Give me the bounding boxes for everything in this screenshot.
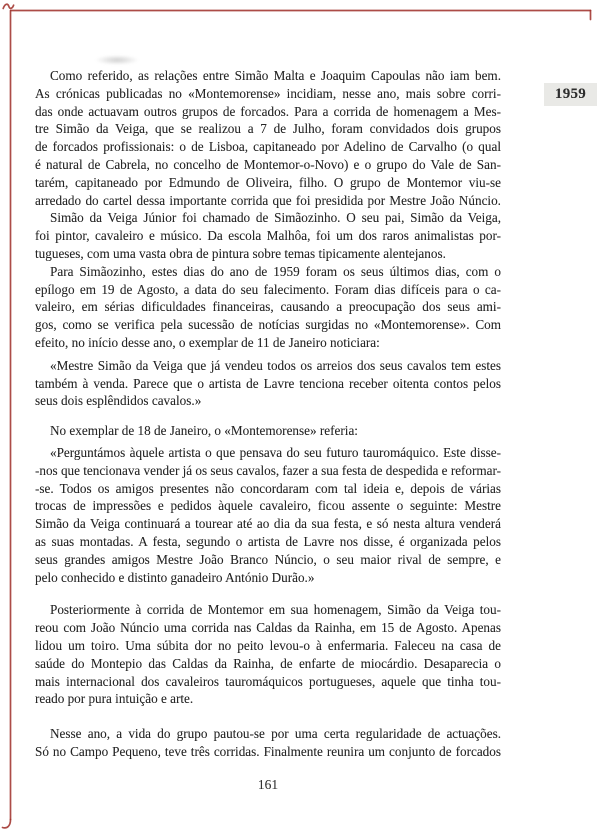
text-line: de forcados profissionais: o de Lisboa, capitaneado por Adelino de Carvalho (o qual bbox=[35, 139, 501, 155]
text-line: arredado do cartel dessa importante corrida que foi presidida por Mestre João Núncio. bbox=[35, 192, 501, 208]
text-line: -nos que tencionava vender já os seus cavalos, fazer a sua festa de despedida e reformar- bbox=[35, 462, 501, 478]
text-line: seus grandes amigos Mestre João Branco Núncio, o seu maior rival de sempre, e bbox=[35, 551, 501, 567]
text-line: pelo conhecido e distinto ganadeiro António Durão.» bbox=[35, 569, 315, 585]
paragraph bbox=[35, 601, 501, 708]
text-line: Nesse ano, a vida do grupo pautou-se por uma certa regularidade de actuações. bbox=[50, 726, 501, 742]
text-line: -se. Todos os amigos presentes não concordaram com tal ideia e, depois de várias bbox=[35, 480, 501, 496]
text-line: seus dois esplêndidos cavalos.» bbox=[35, 393, 202, 409]
paragraph bbox=[35, 357, 501, 410]
text-line: No exemplar de 18 de Janeiro, o «Montemorense» referia: bbox=[50, 423, 358, 439]
text-line: As crónicas publicadas no «Montemorense» incidiam, nesse ano, mais sobre corri- bbox=[35, 85, 501, 101]
paragraph bbox=[35, 725, 501, 761]
text-line: também à venda. Parece que o artista de Lavre tenciona receber oitenta contos pelos bbox=[35, 375, 501, 391]
text-line: reou com João Núncio uma corrida nas Caldas da Rainha, em 15 de Agosto. Apenas bbox=[35, 620, 502, 636]
text-line: é natural de Cabrela, no concelho de Montemor-o-Novo) e o grupo do Vale de San- bbox=[35, 156, 501, 172]
text-line: das onde actuavam outros grupos de forcados. Para a corrida de homenagem a Mes- bbox=[35, 103, 501, 119]
text-line: Para Simãozinho, estes dias do ano de 1959 foram os seus últimos dias, com o bbox=[50, 263, 501, 279]
text-line: Como referido, as relações entre Simão Malta e Joaquim Capoulas não iam bem. bbox=[50, 68, 501, 83]
text-line: Simão da Veiga Júnior foi chamado de Simãozinho. O seu pai, Simão da Veiga, bbox=[50, 210, 501, 226]
crop-mark-bottom-hook bbox=[3, 820, 11, 828]
page-number: 161 bbox=[257, 777, 279, 792]
text-line: Posteriormente à corrida de Montemor em sua homenagem, Simão da Veiga tou- bbox=[50, 602, 501, 618]
text-line: gos, como se verifica pela sucessão de notícias surgidas no «Montemorense». Com bbox=[35, 317, 501, 333]
text-line: tre Simão da Veiga, que se realizou a 7 de Julho, foram convidados dois grupos bbox=[35, 121, 501, 137]
crop-mark-corner-squiggle bbox=[3, 4, 13, 8]
scan-smudge bbox=[95, 55, 139, 65]
text-line: efeito, no início desse ano, o exemplar de 11 de Janeiro noticiara: bbox=[35, 334, 380, 350]
text-line: valeiro, em sérias dificuldades financeiras, causando a preocupação dos seus ami- bbox=[35, 299, 501, 315]
text-line: Só no Campo Pequeno, teve três corridas. Finalmente reunira um conjunto de forcados bbox=[35, 743, 501, 759]
paragraph bbox=[35, 444, 501, 586]
text-line: saúde do Montepio das Caldas da Rainha, de enfarte de miocárdio. Desaparecia o bbox=[35, 655, 501, 671]
text-line: trocas de impressões e pedidos àquele cavaleiro, ficou assente o seguinte: Mestre bbox=[35, 498, 501, 514]
text-line: tugueses, com uma vasta obra de pintura sobre temas tipicamente alentejanos. bbox=[35, 245, 446, 261]
text-line: Simão da Veiga continuará a tourear até ao dia da sua festa, e só nesta altura venderá bbox=[35, 516, 501, 532]
text-line: tarém, capitaneado por Edmundo de Oliveira, filho. O grupo de Montemor viu-se bbox=[35, 174, 501, 190]
paragraph bbox=[35, 209, 501, 262]
text-line: mais internacional dos cavaleiros tauromáquicos portugueses, aquele que tinha tou- bbox=[35, 673, 501, 689]
paragraph bbox=[35, 422, 501, 440]
text-line: reado por pura intuição e arte. bbox=[35, 691, 194, 707]
text-line: «Mestre Simão da Veiga que já vendeu todos os arreios dos seus cavalos tem estes bbox=[50, 357, 501, 373]
text-line: «Perguntámos àquele artista o que pensava do seu futuro tauromáquico. Este disse- bbox=[50, 444, 501, 460]
text-block bbox=[35, 67, 501, 761]
year-marker-label: 1959 bbox=[554, 86, 587, 102]
text-line: as suas montadas. A festa, segundo o artista de Lavre nos disse, é organizada pelos bbox=[35, 533, 501, 549]
text-line: epílogo em 19 de Agosto, a data do seu falecimento. Foram dias difíceis para o ca- bbox=[35, 281, 502, 297]
year-marker-box bbox=[544, 83, 597, 106]
paragraph bbox=[35, 263, 501, 352]
paragraph bbox=[35, 67, 501, 209]
text-line: lidou um toiro. Uma súbita dor no peito levou-o à enfermaria. Faleceu na casa de bbox=[35, 637, 501, 653]
text-line: foi pintor, cavaleiro e músico. Da escola Malhôa, foi um dos raros animalistas por- bbox=[35, 228, 502, 244]
